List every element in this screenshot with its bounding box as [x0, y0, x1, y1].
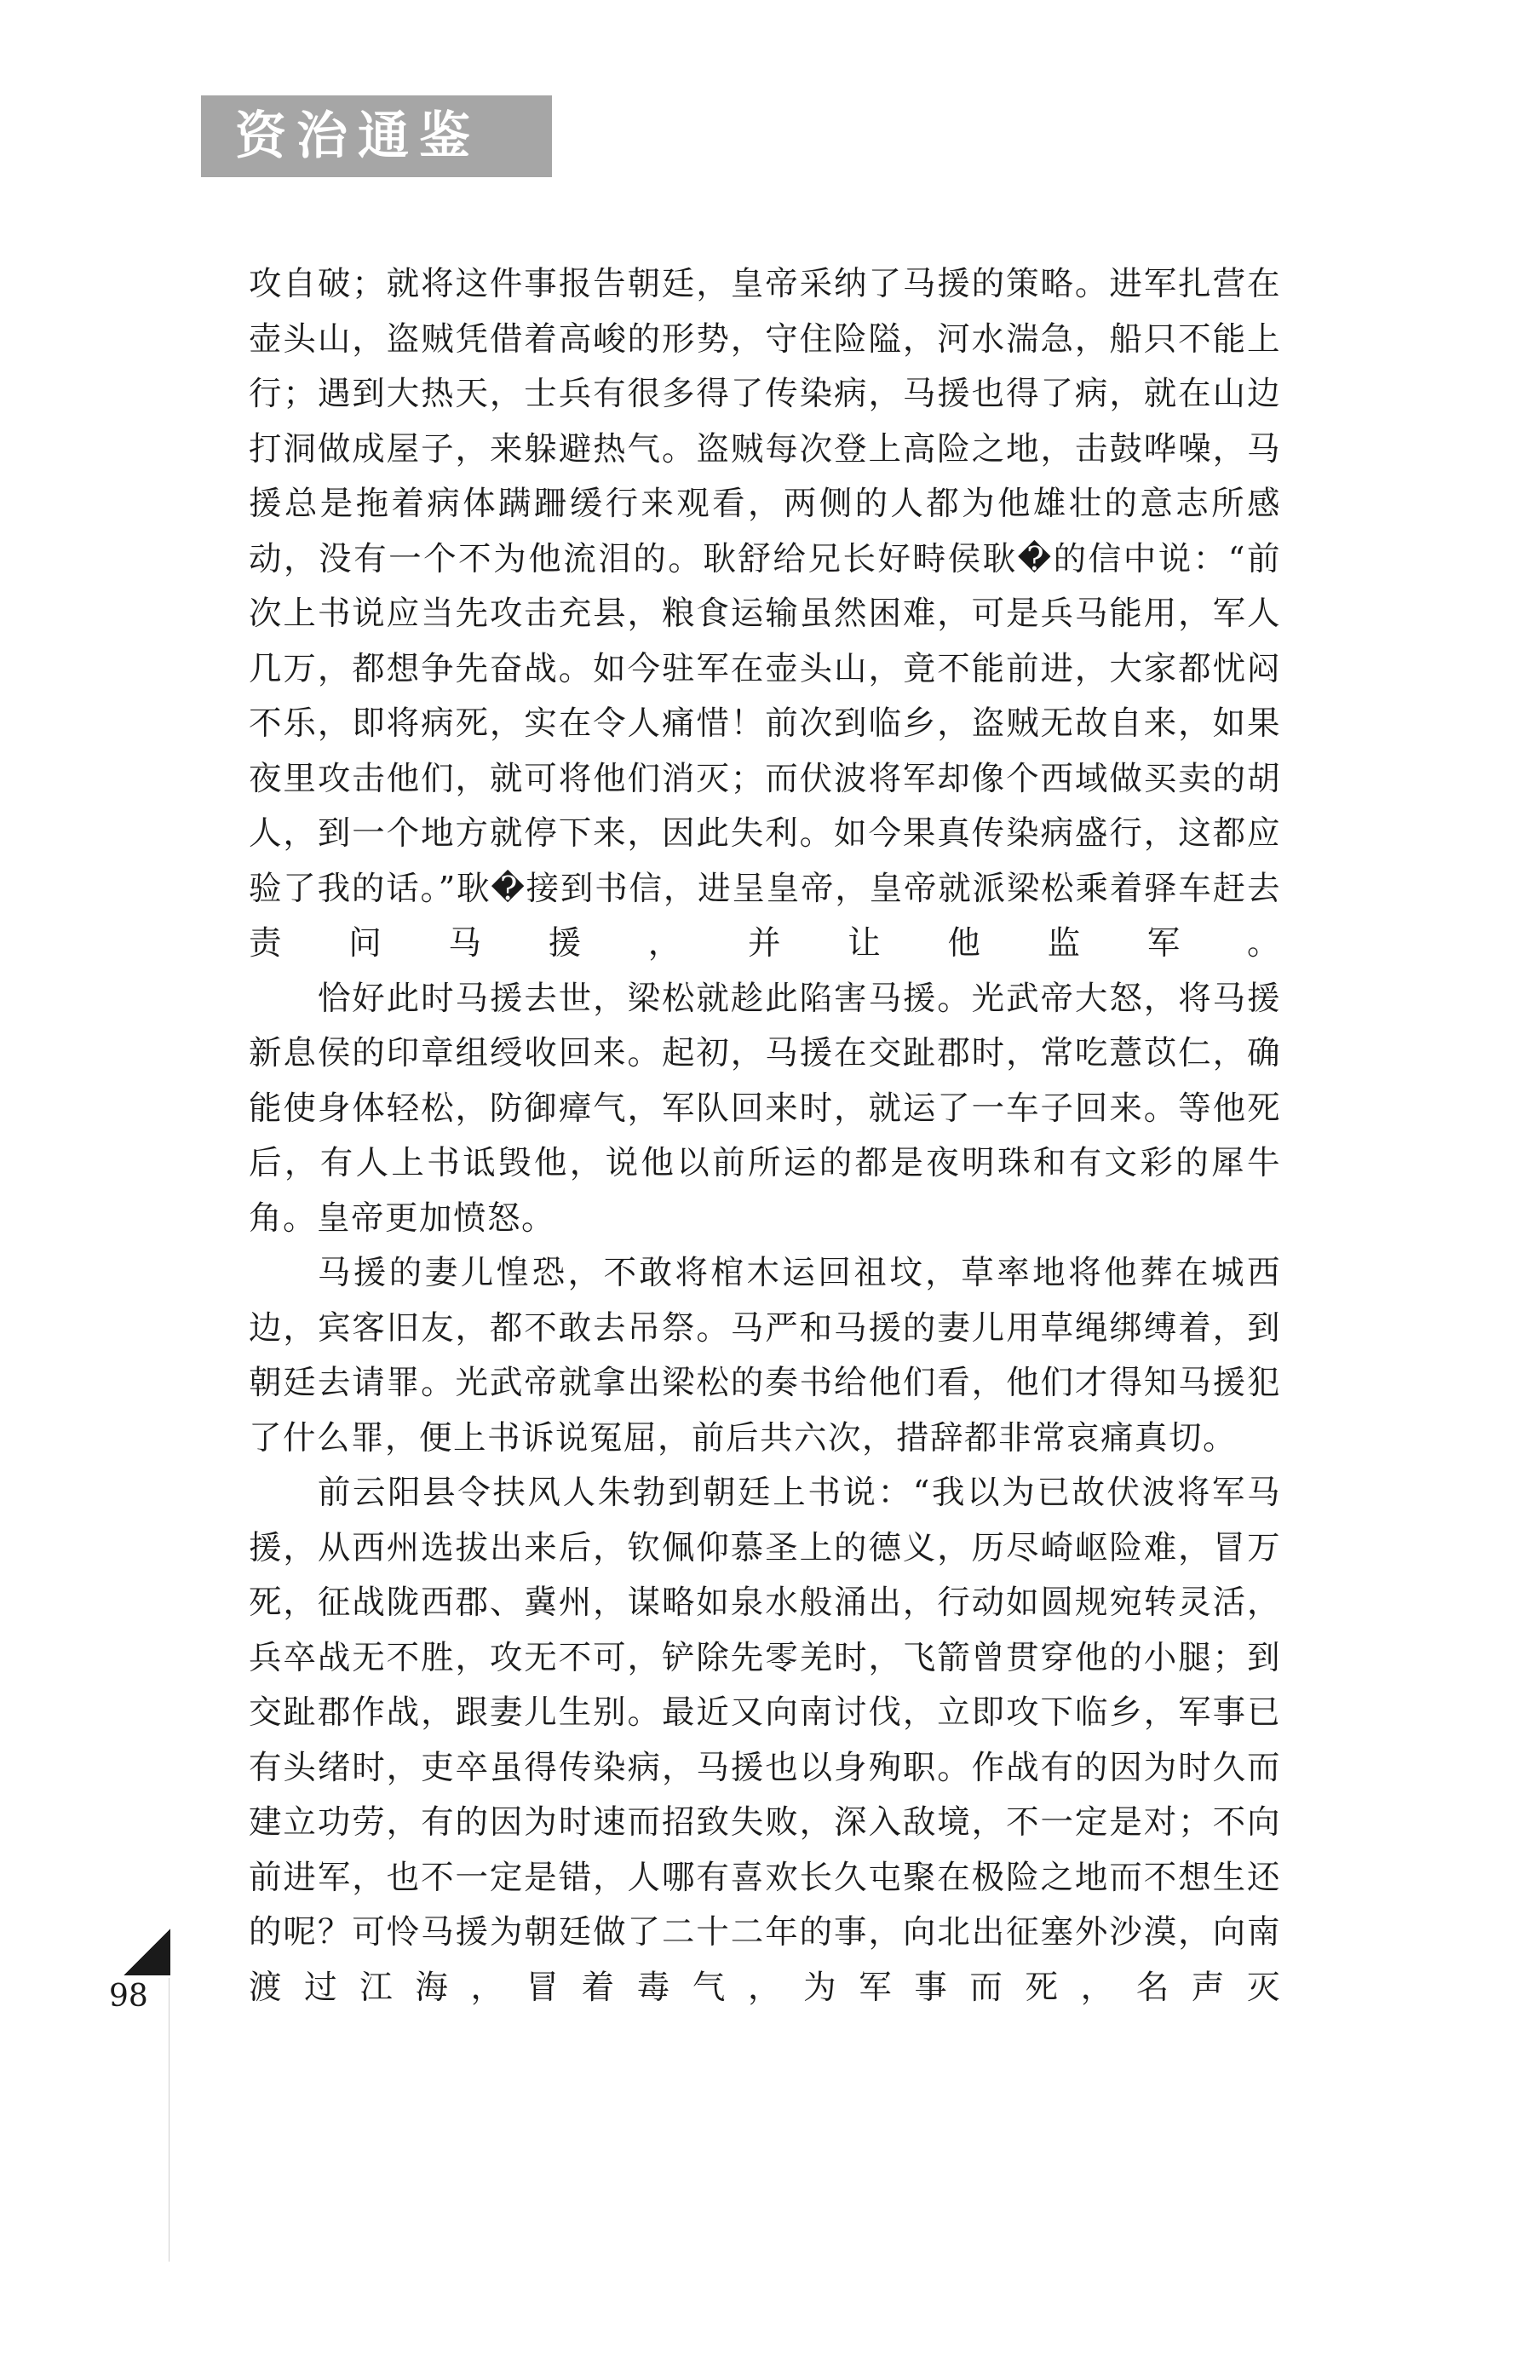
paragraph-2: 恰好此时马援去世，梁松就趁此陷害马援。光武帝大怒，将马援新息侯的印章组绶收回来。起初，马援在交趾郡时，常吃薏苡仁，确能使身体轻松，防御瘴气，军队回来时，就运了一车子回来。等他死后，有人上书诋毁他，说他以前所运的都是夜明珠和有文彩的犀牛角。皇帝更加愤怒。: [249, 979, 1281, 1238]
page-corner-triangle-icon: [124, 1929, 170, 1975]
page-number: 98: [109, 1979, 148, 2014]
paragraph-3: 马援的妻儿惶恐，不敢将棺木运回祖坟，草率地将他葬在城西边，宾客旧友，都不敢去吊祭。马严和马援的妻儿用草绳绑缚着，到朝廷去请罪。光武帝就拿出梁松的奏书给他们看，他们才得知马援犯了什么罪，便上书诉说冤屈，前后共六次，措辞都非常哀痛真切。: [249, 1254, 1281, 1457]
book-title: 资治通鉴: [235, 106, 480, 166]
body-text: [249, 257, 1281, 2015]
margin-rule: [169, 1978, 170, 2262]
paragraph-4: 前云阳县令扶风人朱勃到朝廷上书说：“我以为已故伏波将军马援，从西州选拔出来后，钦佩仰慕圣上的德义，历尽崎岖险难，冒万死，征战陇西郡、冀州，谋略如泉水般涌出，行动如圆规宛转灵活，兵卒战无不胜，攻无不可，铲除先零羌时，飞箭曾贯穿他的小腿；到交趾郡作战，跟妻儿生别。最近又向南讨伐，立即攻下临乡，军事已有头绪时，吏卒虽得传染病，马援也以身殉职。作战有的因为时久而建立功劳，有的因为时速而招致失败，深入敌境，不一定是对；不向前进军，也不一定是错，人哪有喜欢长久屯聚在极险之地而不想生还的呢？可怜马援为朝廷做了二十二年的事，向北出征塞外沙漠，向南渡过江海，冒着毒气，为军事而死，名声灭: [249, 1474, 1281, 2007]
paragraph-1: 攻自破；就将这件事报告朝廷，皇帝采纳了马援的策略。进军扎营在壶头山，盗贼凭借着高峻的形势，守住险隘，河水湍急，船只不能上行；遇到大热天，士兵有很多得了传染病，马援也得了病，就在山边打洞做成屋子，来躲避热气。盗贼每次登上高险之地，击鼓哗噪，马援总是拖着病体蹒跚缓行来观看，两侧的人都为他雄壮的意志所感动，没有一个不为他流泪的。耿舒给兄长好畤侯耿�的信中说：“前次上书说应当先攻击充县，粮食运输虽然困难，可是兵马能用，军人几万，都想争先奋战。如今驻军在壶头山，竟不能前进，大家都忧闷不乐，即将病死，实在令人痛惜！前次到临乡，盗贼无故自来，如果夜里攻击他们，就可将他们消灭；而伏波将军却像个西域做买卖的胡人，到一个地方就停下来，因此失利。如今果真传染病盛行，这都应验了我的话。”耿�接到书信，进呈皇帝，皇帝就派梁松乘着驿车赶去责问马援，并让他监军。: [249, 265, 1281, 963]
